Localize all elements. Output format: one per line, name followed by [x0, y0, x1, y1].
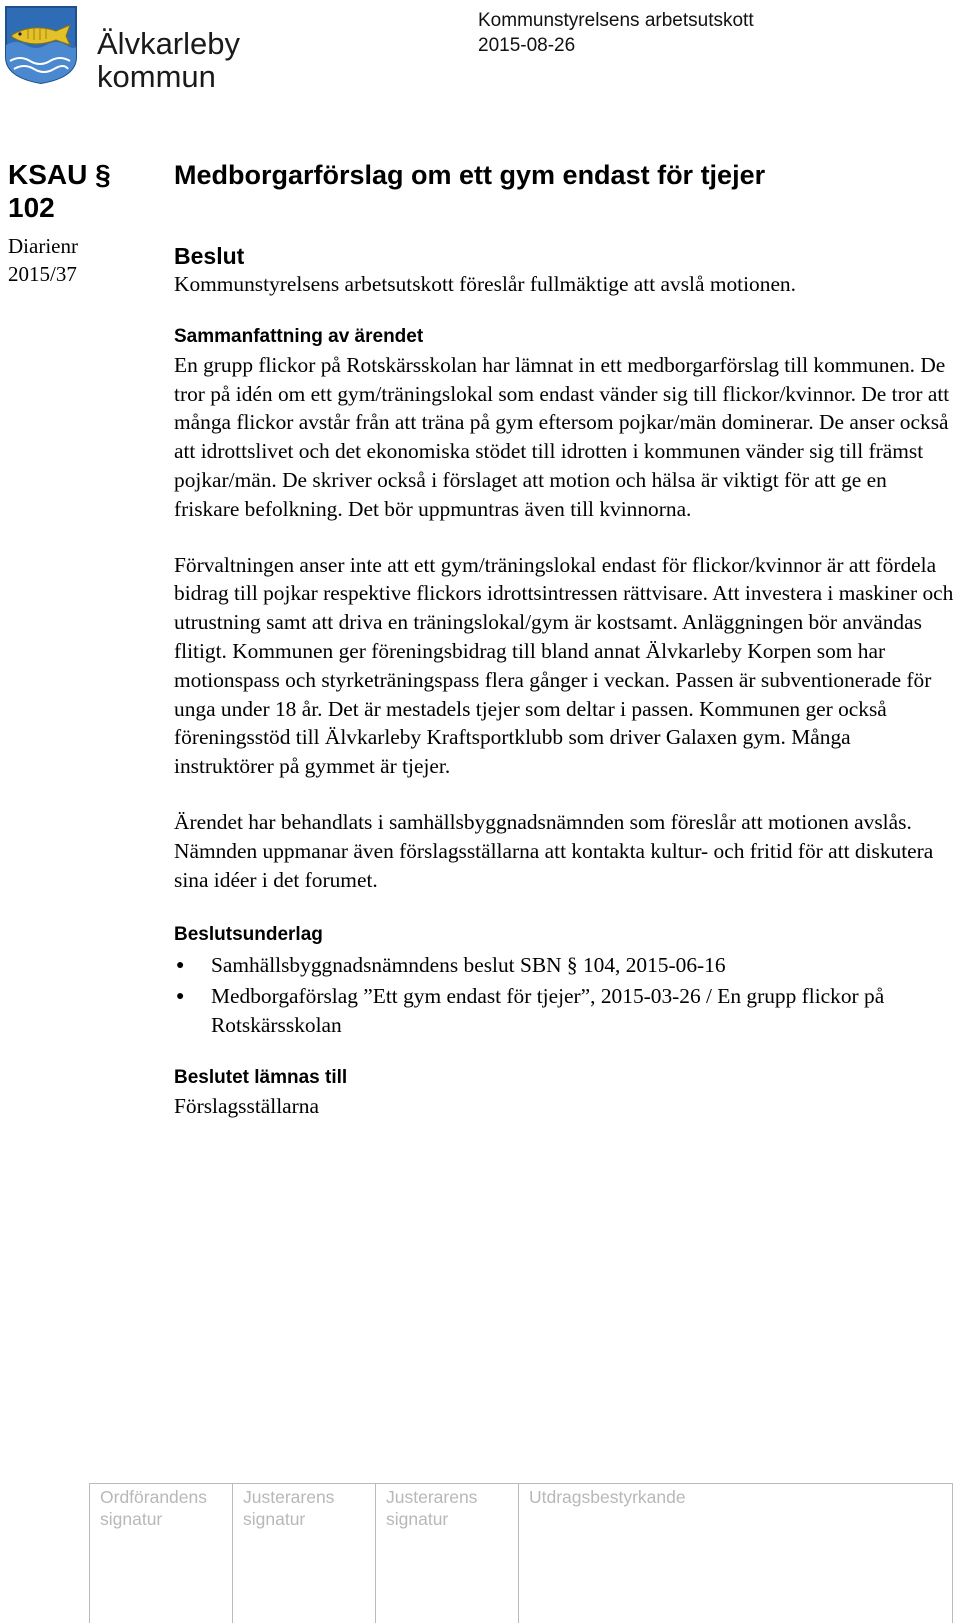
beslut-text: Kommunstyrelsens arbetsutskott föreslår fullmäktige att avslå motionen. — [174, 272, 796, 296]
lamnas-text: Förslagsställarna — [174, 1094, 319, 1119]
paragraph-meta — [8, 158, 158, 288]
signature-label-line-2: signatur — [243, 1509, 306, 1529]
signature-cell-utdrag — [519, 1484, 953, 1623]
signature-label-line-1: Ordförandens — [100, 1487, 208, 1507]
logo-text — [97, 27, 240, 93]
signature-label-line-1: Justerarens — [243, 1487, 335, 1507]
coat-of-arms-icon — [4, 5, 80, 85]
municipality-logo — [4, 5, 244, 94]
lamnas-heading: Beslutet lämnas till — [174, 1067, 348, 1089]
main-content — [174, 158, 954, 1121]
sammanfattning-paragraph-1: En grupp flickor på Rotskärsskolan har lämnat in ett medborgarförslag till kommunen. De tror på idén om ett gym/träningslokal som endast vänder sig till flickor/kvinnor. De tror att många flickor avstår från att träna på gym eftersom pojkar/män dominerar. De anser också att idrottslivet och det ekonomiska stödet till idrotten i kommunen vänder sig till främst pojkar/män. De skriver också i förslaget att motion och hälsa är viktigt för att ge en friskare befolkning. Det bör uppmuntras även till kvinnorna. — [174, 352, 950, 521]
beslutsunderlag-list — [174, 951, 954, 1040]
signature-table — [89, 1483, 953, 1623]
document-header — [478, 8, 754, 58]
beslut-heading: Beslut — [174, 243, 245, 269]
signature-label-line-2: signatur — [386, 1509, 449, 1529]
beslutsunderlag-heading: Beslutsunderlag — [174, 924, 323, 946]
paragraph-line-2: 102 — [8, 192, 55, 223]
header-date: 2015-08-26 — [478, 35, 576, 56]
signature-label-line-1: Utdragsbestyrkande — [529, 1487, 686, 1507]
diarienr-label: Diarienr — [8, 234, 78, 258]
signature-cell-ordforande — [90, 1484, 233, 1623]
list-item: ● Medborgaförslag ”Ett gym endast för tjejer”, 2015-03-26 / En grupp flickor på Rotskärsskolan — [174, 982, 954, 1040]
signature-label-line-2: signatur — [100, 1509, 163, 1529]
sammanfattning-paragraph-2: Förvaltningen anser inte att ett gym/träningslokal endast för flickor/kvinnor är att fördela bidrag till pojkar respektive flickors idrottsintressen rättvisare. Att investera i maskiner och utrustning samt att driva en träningslokal/gym är kostsamt. Anläggningen bör användas flitigt. Kommunen ger föreningsbidrag till bland annat Älvkarleby Korpen som har motionspass och styrketräningspass flera gånger i veckan. Passen är subventionerade för unga under 18 år. Det är mestadels tjejer som deltar i passen. Kommunen ger också föreningsstöd till Älvkarleby Kraftsportklubb som driver Galaxen gym. Många instruktörer på gymmet är tjejer. — [174, 552, 954, 779]
signature-cell-justerare-1 — [233, 1484, 376, 1623]
sammanfattning-heading: Sammanfattning av ärendet — [174, 325, 424, 347]
paragraph-number — [8, 158, 158, 224]
signature-cell-justerare-2 — [376, 1484, 519, 1623]
page-title: Medborgarförslag om ett gym endast för tjejer — [174, 160, 766, 190]
sammanfattning-paragraph-3: Ärendet har behandlats i samhällsbyggnadsnämnden som föreslår att motionen avslås. Nämnden uppmanar även förslagsställarna att kontakta kultur- och fritid för att diskutera sina idéer i det forumet. — [174, 809, 934, 892]
diarienr — [8, 232, 158, 288]
logo-line-1: Älvkarleby — [97, 26, 240, 61]
logo-line-2: kommun — [97, 59, 216, 94]
signature-label-line-1: Justerarens — [386, 1487, 478, 1507]
list-item: ● Samhällsbyggnadsnämndens beslut SBN § 104, 2015-06-16 — [174, 951, 954, 980]
diarienr-value: 2015/37 — [8, 262, 77, 286]
header-body: Kommunstyrelsens arbetsutskott — [478, 10, 754, 31]
paragraph-line-1: KSAU § — [8, 159, 111, 190]
